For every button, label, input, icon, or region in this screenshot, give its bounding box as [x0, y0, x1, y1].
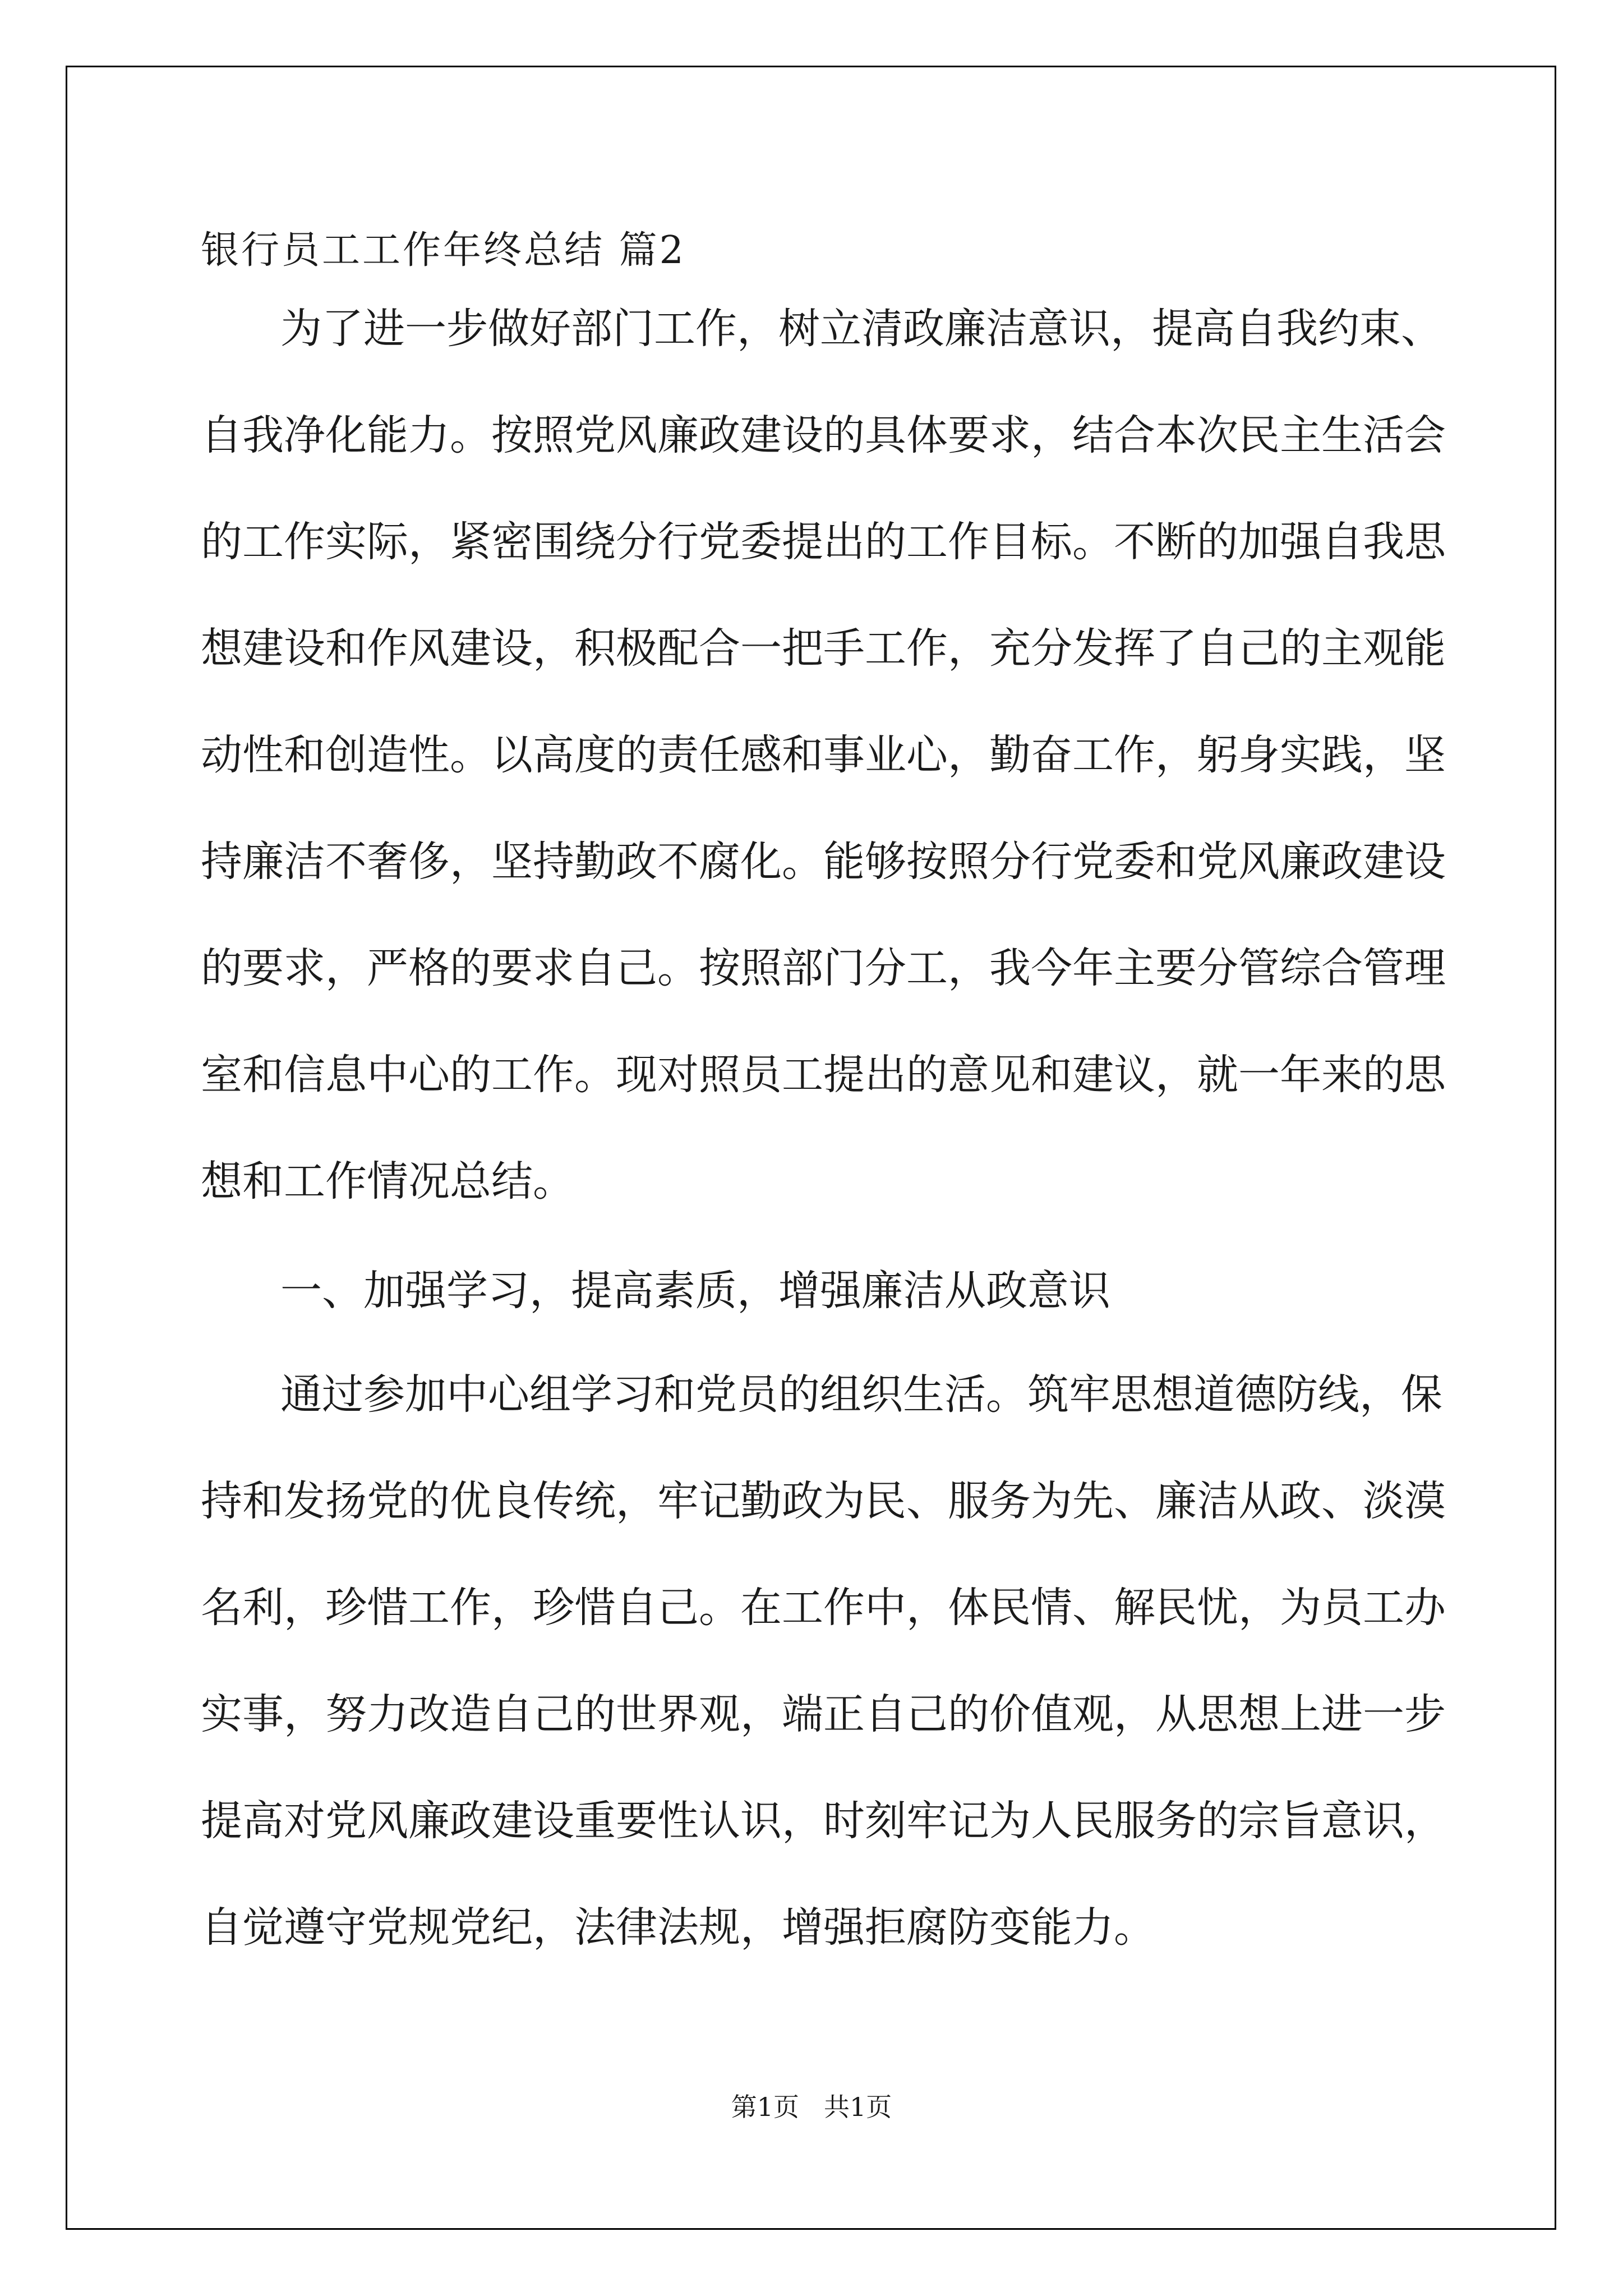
paragraph-line: 通过参加中心组学习和党员的组织生活。筑牢思想道德防线，保 [280, 1370, 1442, 1419]
paragraph-line: 持廉洁不奢侈，坚持勤政不腐化。能够按照分行党委和党风廉政建设 [201, 838, 1446, 886]
paragraph-line: 动性和创造性。以高度的责任感和事业心，勤奋工作，躬身实践，坚 [201, 731, 1446, 779]
paragraph-line: 室和信息中心的工作。现对照员工提出的意见和建议，就一年来的思 [201, 1051, 1446, 1099]
paragraph-line: 为了进一步做好部门工作，树立清政廉洁意识，提高自我约束、 [280, 305, 1442, 353]
page-number-current: 第1页 [731, 2092, 799, 2122]
paragraph-line: 名利，珍惜工作，珍惜自己。在工作中，体民情、解民忧，为员工办 [201, 1584, 1446, 1632]
paragraph-line: 的工作实际，紧密围绕分行党委提出的工作目标。不断的加强自我思 [201, 518, 1446, 566]
document-title: 银行员工工作年终总结 篇2 [201, 228, 686, 273]
section-heading: 一、加强学习，提高素质，增强廉洁从政意识 [280, 1267, 1110, 1315]
page-footer [0, 2090, 1623, 2124]
paragraph-line: 的要求，严格的要求自己。按照部门分工，我今年主要分管综合管理 [201, 944, 1446, 992]
page-number-total: 共1页 [824, 2092, 892, 2122]
paragraph-line: 想和工作情况总结。 [201, 1157, 574, 1205]
paragraph-line: 提高对党风廉政建设重要性认识，时刻牢记为人民服务的宗旨意识， [201, 1797, 1446, 1845]
paragraph-line: 自我净化能力。按照党风廉政建设的具体要求，结合本次民主生活会 [201, 411, 1446, 459]
paragraph-line: 持和发扬党的优良传统，牢记勤政为民、服务为先、廉洁从政、淡漠 [201, 1477, 1446, 1525]
paragraph-line: 实事，努力改造自己的世界观，端正自己的价值观，从思想上进一步 [201, 1690, 1446, 1738]
paragraph-line: 想建设和作风建设，积极配合一把手工作，充分发挥了自己的主观能 [201, 624, 1446, 673]
paragraph-line: 自觉遵守党规党纪，法律法规，增强拒腐防变能力。 [201, 1903, 1155, 1952]
